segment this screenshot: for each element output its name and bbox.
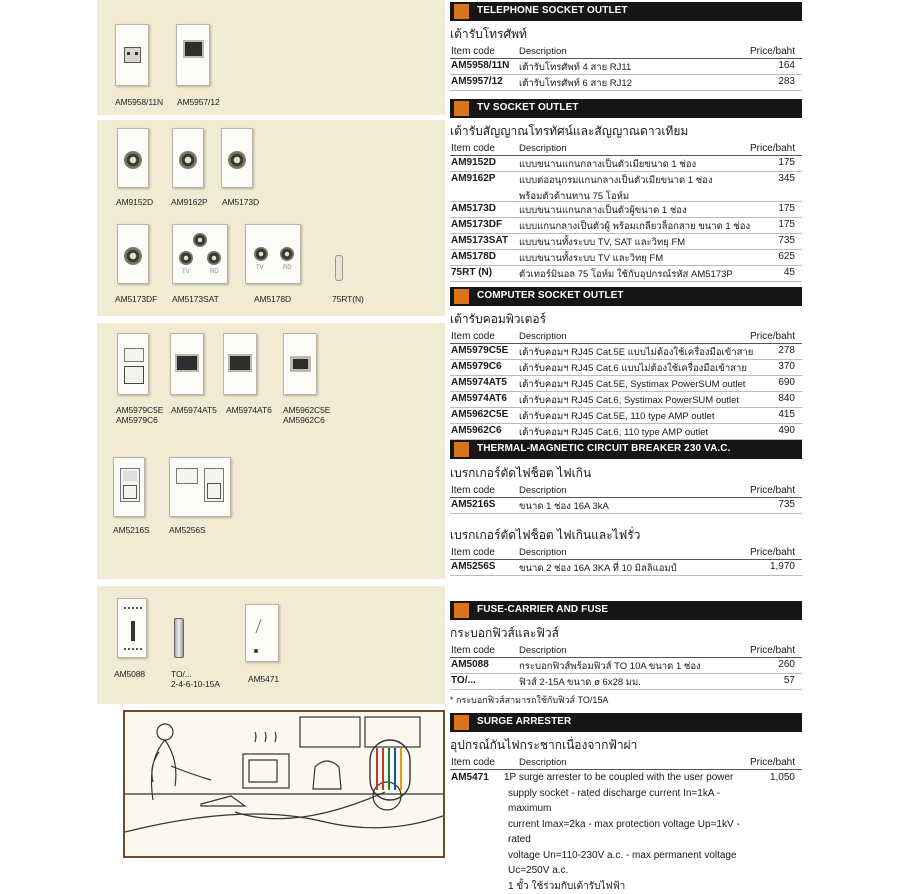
telephone-section [450,2,802,91]
table-row: TO/... ฟิวส์ 2-15A ขนาด ø 6x28 มม. 57 [450,674,802,690]
fuse-photo-panel [97,586,445,704]
fuse-section [450,601,802,707]
table-row: AM5979C5E เต้ารับคอมฯ RJ45 Cat.5E แบบไม่ต้องใช้เครื่องมือเข้าสาย 278 [450,344,802,360]
section-title: TV SOCKET OUTLET [477,102,579,113]
rj45-toolless-module [117,333,149,395]
rj45-systimax-module [170,333,204,395]
radio-jack-label: RD [283,265,292,271]
product-label: AM9152D [116,197,154,207]
tv-photo-panel [97,120,445,316]
table-row: AM5974AT6 เต้ารับคอมฯ RJ45 Cat.6, Systimax PowerSUM outlet 840 [450,392,802,408]
table-header: Item code Description Price/baht [450,546,802,560]
table-row: AM9162P แบบต่ออนุกรมแกนกลางเป็นตัวเมียขนาด 1 ช่อง พร้อมตัวต้านทาน 75 โอห์ม 345 [450,172,802,202]
col-code: Item code [451,46,495,57]
table-header: Item code Description Price/baht [450,330,802,344]
section-thai-title: เบรกเกอร์ตัดไฟช็อต ไฟเกินและไฟรั่ว [450,528,641,542]
section-thai-title: เต้ารับคอมพิวเตอร์ [450,312,547,326]
section-header-bar [450,601,802,620]
product-label: AM5974AT6 [226,405,272,415]
tv-section [450,99,802,282]
section-title: COMPUTER SOCKET OUTLET [477,290,624,301]
section-thai-title: เต้ารับโทรศัพท์ [450,27,527,41]
section-header-bar [450,713,802,732]
breaker-section [450,440,802,576]
tv-jack-label: TV [256,265,264,271]
table-header: Item code Description Price/baht [450,484,802,498]
table-row: AM5957/12 เต้ารับโทรศัพท์ 6 สาย RJ12 283 [450,75,802,91]
surge-description: 1P surge arrester to be coupled with the user power supply socket - rated discharge current In=1kA -maximum current Imax=2ka - max protection voltage Up=1kV - rated voltage Un=110-230V a.c. - max permanent voltage Uc=250V a.c. 1 ขั้ว ใช้ร่วมกับเต้ารับไฟฟ้า [504,772,740,892]
table-row: 75RT (N) ตัวเทอร์มินอล 75 โอห์ม ใช้กับอุปกรณ์รหัส AM5173P 45 [450,266,802,282]
section-title: FUSE-CARRIER AND FUSE [477,604,609,615]
product-label: AM5962C5E AM5962C6 [283,405,331,425]
section-header-bar [450,2,802,21]
kitchen-scene-drawing [125,712,443,856]
product-label: AM5958/11N [115,97,163,107]
tv-fm-socket-module [245,224,301,284]
kitchen-illustration [123,710,445,858]
product-label: AM5088 [114,669,146,679]
product-label: AM5957/12 [177,97,220,107]
footnote: * กระบอกฟิวส์สามารถใช้กับฟิวส์ TO/15A [450,695,609,705]
section-title: SURGE ARRESTER [477,716,572,727]
surge-row [450,770,802,894]
product-label: AM5979C5E AM5979C6 [116,405,164,425]
table-row: AM5173DF แบบแกนกลางเป็นตัวผู้ พร้อมเกลียวล็อกสาย ขนาด 1 ช่อง 175 [450,218,802,234]
rj11-socket-module [115,24,149,86]
section-thai-title: อุปกรณ์กันไฟกระชากเนื่องจากฟ้าผ่า [450,738,638,752]
table-row: AM5974AT5 เต้ารับคอมฯ RJ45 Cat.5E, Systimax PowerSUM outlet 690 [450,376,802,392]
surge-arrester-module [245,604,279,662]
table-row: AM5173SAT แบบขนานทั้งระบบ TV, SAT และวิทยุ FM 735 [450,234,802,250]
rj45-systimax-module [223,333,257,395]
item-code: AM5471 [451,772,489,783]
table-row: AM5088 กระบอกฟิวส์พร้อมฟิวส์ TO 10A ขนาด 1 ช่อง 260 [450,658,802,674]
table-row: AM9152D แบบขนานแกนกลางเป็นตัวเมียขนาด 1 ช่อง 175 [450,156,802,172]
table-header: Item code Description Price/baht [450,756,802,770]
section-thai-title: เบรกเกอร์ตัดไฟช็อต ไฟเกิน [450,466,592,480]
product-label: AM5974AT5 [171,405,217,415]
product-label: AM5178D [254,294,292,304]
product-label: AM5216S [113,525,150,535]
product-label: AM5173SAT [172,294,219,304]
terminator-75-ohm [335,255,343,281]
tv-socket-module [221,128,253,188]
table-row: AM5256S ขนาด 2 ช่อง 16A 3KA ที่ 10 มิลลิแอมป์ 1,970 [450,560,802,576]
fuse-carrier-module [117,598,147,658]
radio-jack-label: RD [210,269,219,275]
table-row: AM5173D แบบขนานแกนกลางเป็นตัวผู้ขนาด 1 ช่อง 175 [450,202,802,218]
product-label: AM5256S [169,525,206,535]
item-price: 1,050 [769,772,795,783]
product-label: 75RT(N) [332,294,364,304]
section-header-bar [450,99,802,118]
telephone-photo-panel [97,0,445,115]
tv-socket-module [117,128,149,188]
section-title: TELEPHONE SOCKET OUTLET [477,5,628,16]
product-label: AM9162P [171,197,208,207]
circuit-breaker-1p [113,457,145,517]
table-row: AM5958/11N เต้ารับโทรศัพท์ 4 สาย RJ11 164 [450,59,802,75]
tv-jack-label: TV [182,269,190,275]
surge-section [450,713,802,894]
product-label: TO/... 2-4-6-10-15A [171,669,220,689]
table-row: AM5962C5E เต้ารับคอมฯ RJ45 Cat.5E, 110 type AMP outlet 415 [450,408,802,424]
product-label: AM5173D [222,197,260,207]
computer-breaker-photo-panel [97,323,445,579]
section-thai-title: เต้ารับสัญญาณโทรทัศน์และสัญญาณดาวเทียม [450,124,689,138]
computer-section [450,287,802,440]
table-header [450,45,802,59]
tv-socket-module [172,128,204,188]
section-header-bar [450,287,802,306]
col-price: Price/baht [749,46,795,57]
rcbo-breaker-2p [169,457,231,517]
section-header-bar [450,440,802,459]
col-desc: Description [519,46,567,57]
tv-sat-socket-module [172,224,228,284]
section-thai-title: กระบอกฟิวส์และฟิวส์ [450,626,559,640]
section-title: THERMAL-MAGNETIC CIRCUIT BREAKER 230 VA.C. [477,443,731,454]
table-row: AM5216S ขนาด 1 ช่อง 16A 3kA 735 [450,498,802,514]
table-row: AM5962C6 เต้ารับคอมฯ RJ45 Cat.6, 110 type AMP outlet 490 [450,424,802,440]
rj45-amp-module [283,333,317,395]
rj12-socket-module [176,24,210,86]
table-header: Item code Description Price/baht [450,644,802,658]
product-label: AM5471 [248,674,280,684]
table-row: AM5979C6 เต้ารับคอมฯ RJ45 Cat.6 แบบไม่ต้องใช้เครื่องมือเข้าสาย 370 [450,360,802,376]
cartridge-fuse [174,618,184,658]
product-label: AM5173DF [115,294,158,304]
table-row: AM5178D แบบขนานทั้งระบบ TV และวิทยุ FM 625 [450,250,802,266]
tv-socket-module [117,224,149,284]
table-header: Item code Description Price/baht [450,142,802,156]
